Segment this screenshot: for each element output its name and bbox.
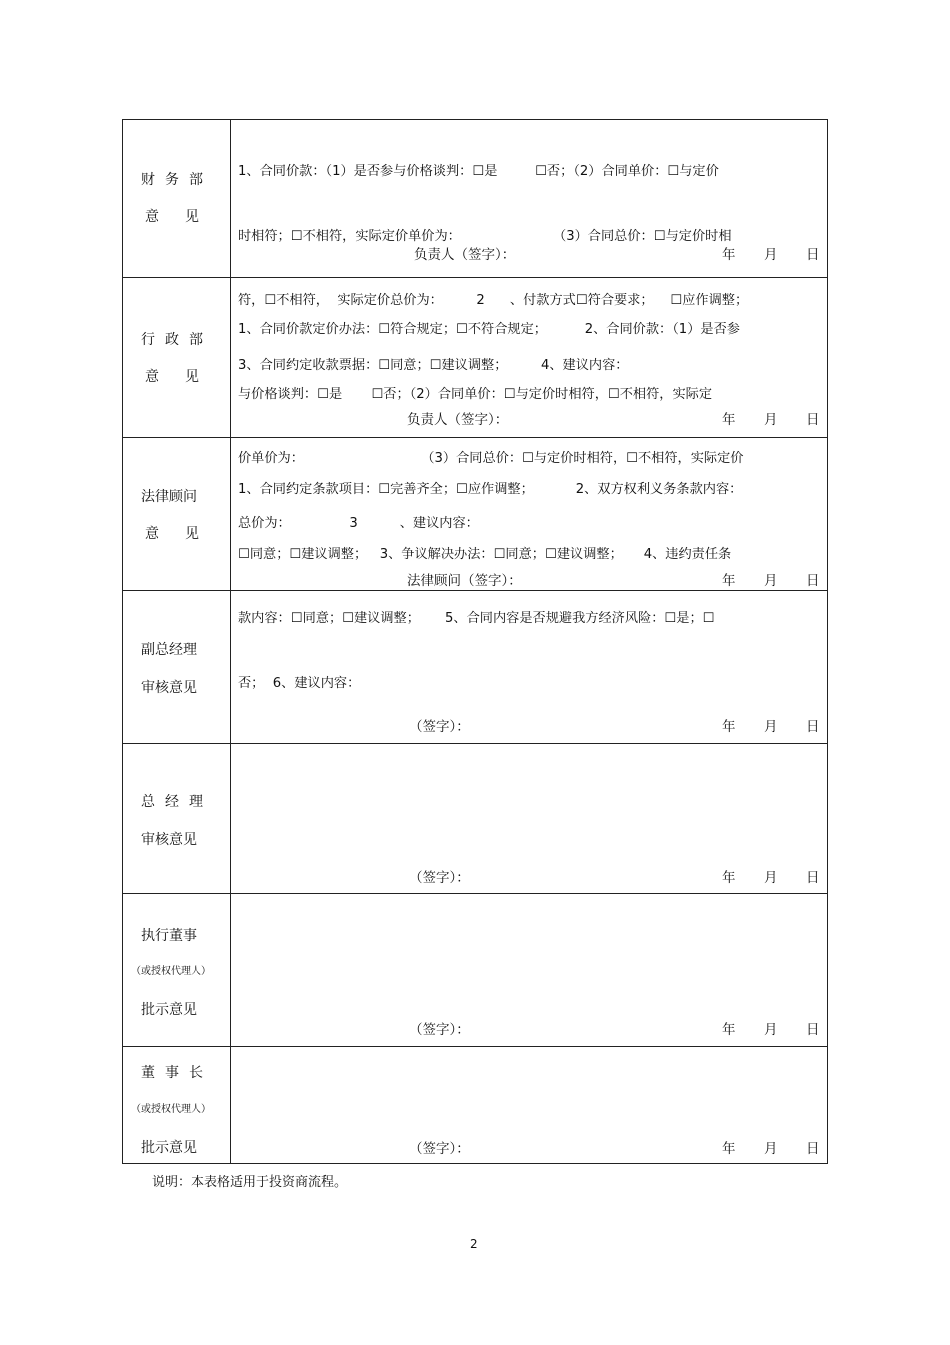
page-number: 2 — [470, 1237, 478, 1251]
content-line: 总价为： 3 、建议内容： — [238, 515, 479, 531]
content-line: 3、合同约定收款票据：☐同意；☐建议调整； 4、建议内容： — [238, 357, 629, 373]
content-line: 符，☐不相符， 实际定价总价为： 2 、付款方式☐符合要求； ☐应作调整； — [238, 293, 749, 308]
date-year: 年 — [722, 1022, 736, 1038]
date-year: 年 — [722, 247, 736, 263]
content-line: 价单价为： （3）合同总价：☐与定价时相符，☐不相符，实际定价 — [238, 451, 744, 466]
row-label-deputy-gm: 副总经理 — [141, 642, 197, 658]
signer-label: 法律顾问（签字）： — [407, 573, 522, 589]
date-month: 月 — [764, 719, 778, 735]
signer-label: （签字）： — [409, 719, 470, 735]
column-divider — [230, 119, 231, 1164]
content-line: 1、合同价款：（1）是否参与价格谈判：☐是 ☐否；（2）合同单价：☐与定价 — [238, 164, 719, 179]
row-label-proxy-note: （或授权代理人） — [131, 966, 211, 977]
signer-label: （签字）： — [409, 870, 470, 886]
row-label-instruction: 批示意见 — [141, 1002, 197, 1018]
row-label-chairman: 董事长 — [141, 1065, 213, 1081]
row-label-finance: 财务部 — [141, 172, 213, 188]
row-label-review: 审核意见 — [141, 832, 197, 848]
row-divider — [122, 893, 828, 894]
content-line: 与价格谈判：☐是 ☐否；（2）合同单价：☐与定价时相符，☐不相符，实际定 — [238, 386, 713, 402]
date-month: 月 — [764, 412, 778, 428]
row-label-review: 审核意见 — [141, 680, 197, 696]
row-label-opinion: 意见 — [145, 209, 225, 225]
signer-label: （签字）： — [409, 1141, 470, 1157]
date-day: 日 — [806, 719, 820, 735]
row-label-proxy-note: （或授权代理人） — [131, 1104, 211, 1115]
row-label-executive-director: 执行董事 — [141, 928, 197, 944]
signer-label: 负责人（签字）： — [414, 247, 516, 263]
signer-label: （签字）： — [409, 1022, 470, 1038]
content-line: 时相符；☐不相符，实际定价单价为： （3）合同总价：☐与定价时相 — [238, 228, 732, 244]
signer-label: 负责人（签字）： — [407, 412, 509, 428]
date-day: 日 — [806, 1141, 820, 1157]
row-label-gm: 总经理 — [141, 794, 213, 810]
date-year: 年 — [722, 719, 736, 735]
row-divider — [122, 1046, 828, 1047]
date-year: 年 — [722, 1141, 736, 1157]
content-line: 款内容：☐同意；☐建议调整； 5、合同内容是否规避我方经济风险：☐是；☐ — [238, 611, 715, 626]
date-day: 日 — [806, 573, 820, 589]
content-line: 1、合同价款定价办法：☐符合规定；☐不符合规定； 2、合同价款：（1）是否参 — [238, 322, 740, 337]
row-label-instruction: 批示意见 — [141, 1140, 197, 1156]
date-year: 年 — [722, 870, 736, 886]
table-note: 说明：本表格适用于投资商流程。 — [152, 1175, 348, 1190]
date-month: 月 — [764, 573, 778, 589]
row-divider — [122, 743, 828, 744]
content-line: ☐同意；☐建议调整； 3、争议解决办法：☐同意；☐建议调整； 4、违约责任条 — [238, 546, 732, 562]
row-label-admin: 行政部 — [141, 332, 213, 348]
date-month: 月 — [764, 870, 778, 886]
date-month: 月 — [764, 1022, 778, 1038]
row-label-opinion: 意见 — [145, 526, 225, 542]
content-line: 否； 6、建议内容： — [238, 675, 361, 691]
date-year: 年 — [722, 573, 736, 589]
date-month: 月 — [764, 1141, 778, 1157]
date-day: 日 — [806, 412, 820, 428]
date-day: 日 — [806, 1022, 820, 1038]
date-year: 年 — [722, 412, 736, 428]
content-line: 1、合同约定条款项目：☐完善齐全；☐应作调整； 2、双方权利义务条款内容： — [238, 482, 743, 497]
row-label-opinion: 意见 — [145, 369, 225, 385]
date-day: 日 — [806, 247, 820, 263]
date-month: 月 — [764, 247, 778, 263]
date-day: 日 — [806, 870, 820, 886]
row-label-legal: 法律顾问 — [141, 489, 197, 505]
